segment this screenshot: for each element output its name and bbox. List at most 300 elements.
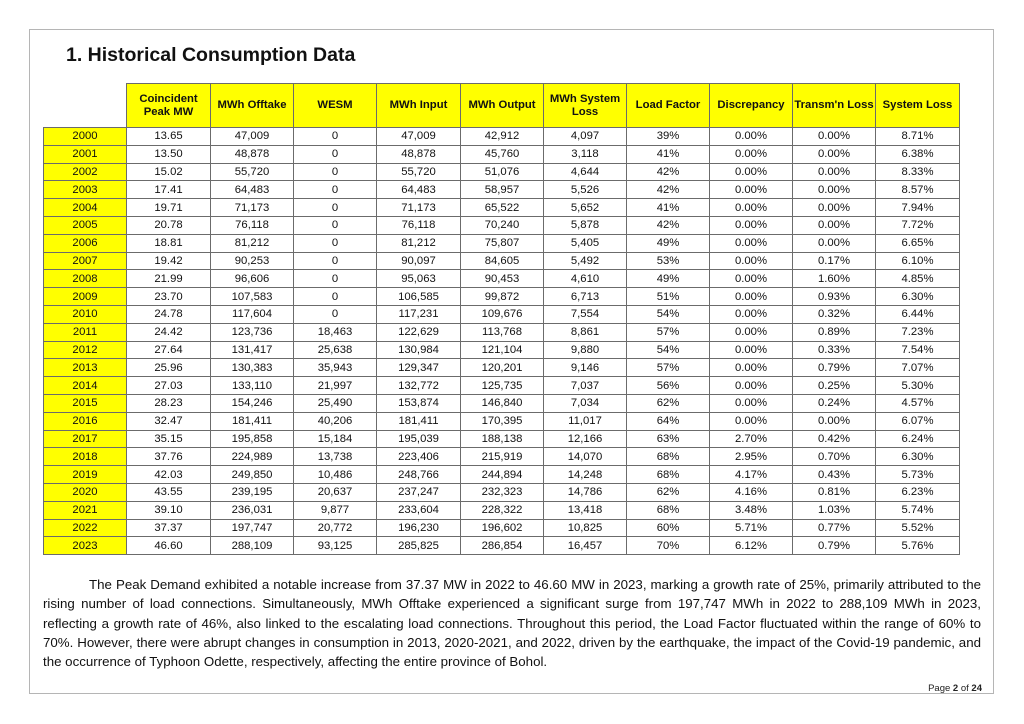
cell-coincident-peak-mw: 20.78	[127, 216, 211, 234]
cell-wesm: 21,997	[294, 377, 377, 395]
header-cell-mwh-offtake: MWh Offtake	[211, 84, 294, 128]
cell-coincident-peak-mw: 27.03	[127, 377, 211, 395]
cell-load-factor: 56%	[627, 377, 710, 395]
cell-load-factor: 41%	[627, 199, 710, 217]
cell-discrepancy: 0.00%	[710, 288, 793, 306]
cell-coincident-peak-mw: 23.70	[127, 288, 211, 306]
cell-coincident-peak-mw: 32.47	[127, 412, 211, 430]
cell-wesm: 0	[294, 163, 377, 181]
cell-mwh-system-loss: 4,610	[544, 270, 627, 288]
table-header-row	[44, 84, 960, 128]
cell-mwh-output: 99,872	[461, 288, 544, 306]
cell-system-loss: 6.38%	[876, 145, 960, 163]
cell-transmission-loss: 1.60%	[793, 270, 876, 288]
table-row	[44, 341, 960, 359]
cell-mwh-input: 48,878	[377, 145, 461, 163]
cell-year: 2013	[44, 359, 127, 377]
cell-mwh-offtake: 117,604	[211, 305, 294, 323]
cell-discrepancy: 2.70%	[710, 430, 793, 448]
cell-coincident-peak-mw: 39.10	[127, 501, 211, 519]
table-row	[44, 288, 960, 306]
header-cell-load-factor: Load Factor	[627, 84, 710, 128]
header-cell-mwh-input: MWh Input	[377, 84, 461, 128]
cell-wesm: 35,943	[294, 359, 377, 377]
cell-system-loss: 8.71%	[876, 128, 960, 146]
cell-coincident-peak-mw: 43.55	[127, 483, 211, 501]
cell-mwh-output: 121,104	[461, 341, 544, 359]
cell-mwh-offtake: 90,253	[211, 252, 294, 270]
cell-year: 2003	[44, 181, 127, 199]
cell-system-loss: 6.24%	[876, 430, 960, 448]
cell-load-factor: 49%	[627, 270, 710, 288]
cell-system-loss: 5.30%	[876, 377, 960, 395]
table-row	[44, 128, 960, 146]
cell-mwh-offtake: 55,720	[211, 163, 294, 181]
cell-mwh-system-loss: 4,097	[544, 128, 627, 146]
cell-transmission-loss: 0.33%	[793, 341, 876, 359]
cell-load-factor: 57%	[627, 323, 710, 341]
cell-load-factor: 42%	[627, 163, 710, 181]
section-title: 1. Historical Consumption Data	[66, 44, 356, 66]
cell-discrepancy: 3.48%	[710, 501, 793, 519]
cell-mwh-input: 130,984	[377, 341, 461, 359]
cell-system-loss: 5.73%	[876, 466, 960, 484]
cell-load-factor: 41%	[627, 145, 710, 163]
cell-transmission-loss: 0.32%	[793, 305, 876, 323]
cell-system-loss: 6.23%	[876, 483, 960, 501]
cell-mwh-system-loss: 8,861	[544, 323, 627, 341]
cell-transmission-loss: 0.89%	[793, 323, 876, 341]
cell-transmission-loss: 0.00%	[793, 216, 876, 234]
cell-wesm: 0	[294, 199, 377, 217]
cell-mwh-input: 81,212	[377, 234, 461, 252]
cell-year: 2001	[44, 145, 127, 163]
cell-wesm: 0	[294, 145, 377, 163]
cell-load-factor: 64%	[627, 412, 710, 430]
header-cell-year	[44, 84, 127, 128]
cell-mwh-system-loss: 16,457	[544, 537, 627, 555]
header-cell-wesm: WESM	[294, 84, 377, 128]
cell-year: 2023	[44, 537, 127, 555]
cell-year: 2007	[44, 252, 127, 270]
cell-mwh-offtake: 288,109	[211, 537, 294, 555]
cell-coincident-peak-mw: 18.81	[127, 234, 211, 252]
cell-transmission-loss: 0.42%	[793, 430, 876, 448]
cell-mwh-system-loss: 4,644	[544, 163, 627, 181]
page-label: Page	[928, 683, 951, 694]
cell-coincident-peak-mw: 24.42	[127, 323, 211, 341]
table-row	[44, 181, 960, 199]
cell-wesm: 0	[294, 128, 377, 146]
cell-transmission-loss: 0.00%	[793, 145, 876, 163]
table-row	[44, 163, 960, 181]
cell-system-loss: 4.85%	[876, 270, 960, 288]
cell-transmission-loss: 0.17%	[793, 252, 876, 270]
cell-wesm: 0	[294, 234, 377, 252]
cell-mwh-input: 90,097	[377, 252, 461, 270]
cell-transmission-loss: 0.00%	[793, 412, 876, 430]
cell-mwh-offtake: 154,246	[211, 394, 294, 412]
cell-load-factor: 68%	[627, 466, 710, 484]
cell-coincident-peak-mw: 13.50	[127, 145, 211, 163]
cell-coincident-peak-mw: 13.65	[127, 128, 211, 146]
table-row	[44, 270, 960, 288]
cell-mwh-output: 146,840	[461, 394, 544, 412]
table-row	[44, 305, 960, 323]
cell-mwh-output: 215,919	[461, 448, 544, 466]
cell-transmission-loss: 0.81%	[793, 483, 876, 501]
cell-wesm: 0	[294, 252, 377, 270]
table-row	[44, 519, 960, 537]
header-cell-coincident-peak-mw: Coincident Peak MW	[127, 84, 211, 128]
cell-year: 2019	[44, 466, 127, 484]
page-number	[928, 683, 982, 694]
cell-mwh-system-loss: 3,118	[544, 145, 627, 163]
cell-load-factor: 63%	[627, 430, 710, 448]
cell-discrepancy: 0.00%	[710, 216, 793, 234]
cell-transmission-loss: 0.00%	[793, 234, 876, 252]
cell-mwh-offtake: 181,411	[211, 412, 294, 430]
cell-system-loss: 6.30%	[876, 288, 960, 306]
cell-year: 2017	[44, 430, 127, 448]
cell-discrepancy: 0.00%	[710, 234, 793, 252]
cell-load-factor: 62%	[627, 394, 710, 412]
cell-mwh-system-loss: 14,248	[544, 466, 627, 484]
cell-mwh-input: 106,585	[377, 288, 461, 306]
cell-year: 2021	[44, 501, 127, 519]
cell-discrepancy: 0.00%	[710, 359, 793, 377]
cell-transmission-loss: 0.25%	[793, 377, 876, 395]
cell-coincident-peak-mw: 28.23	[127, 394, 211, 412]
cell-mwh-system-loss: 7,034	[544, 394, 627, 412]
cell-discrepancy: 6.12%	[710, 537, 793, 555]
cell-system-loss: 6.65%	[876, 234, 960, 252]
cell-mwh-system-loss: 7,037	[544, 377, 627, 395]
table-row	[44, 537, 960, 555]
cell-mwh-input: 55,720	[377, 163, 461, 181]
table-row	[44, 199, 960, 217]
cell-system-loss: 8.33%	[876, 163, 960, 181]
cell-discrepancy: 0.00%	[710, 341, 793, 359]
cell-system-loss: 4.57%	[876, 394, 960, 412]
cell-coincident-peak-mw: 17.41	[127, 181, 211, 199]
cell-mwh-offtake: 107,583	[211, 288, 294, 306]
cell-mwh-input: 223,406	[377, 448, 461, 466]
cell-year: 2012	[44, 341, 127, 359]
cell-mwh-system-loss: 7,554	[544, 305, 627, 323]
cell-wesm: 25,638	[294, 341, 377, 359]
cell-system-loss: 5.74%	[876, 501, 960, 519]
table-row	[44, 234, 960, 252]
cell-mwh-input: 117,231	[377, 305, 461, 323]
cell-mwh-output: 244,894	[461, 466, 544, 484]
cell-coincident-peak-mw: 35.15	[127, 430, 211, 448]
cell-mwh-offtake: 48,878	[211, 145, 294, 163]
cell-discrepancy: 0.00%	[710, 199, 793, 217]
header-cell-mwh-system-loss: MWh System Loss	[544, 84, 627, 128]
cell-coincident-peak-mw: 25.96	[127, 359, 211, 377]
cell-load-factor: 70%	[627, 537, 710, 555]
cell-mwh-system-loss: 5,526	[544, 181, 627, 199]
cell-wesm: 15,184	[294, 430, 377, 448]
cell-mwh-system-loss: 5,405	[544, 234, 627, 252]
cell-system-loss: 6.10%	[876, 252, 960, 270]
cell-wesm: 40,206	[294, 412, 377, 430]
table-row	[44, 501, 960, 519]
cell-mwh-input: 153,874	[377, 394, 461, 412]
cell-mwh-input: 285,825	[377, 537, 461, 555]
cell-mwh-output: 196,602	[461, 519, 544, 537]
cell-wesm: 9,877	[294, 501, 377, 519]
cell-transmission-loss: 0.00%	[793, 181, 876, 199]
cell-mwh-output: 188,138	[461, 430, 544, 448]
cell-load-factor: 60%	[627, 519, 710, 537]
cell-coincident-peak-mw: 27.64	[127, 341, 211, 359]
cell-mwh-offtake: 64,483	[211, 181, 294, 199]
cell-year: 2004	[44, 199, 127, 217]
cell-coincident-peak-mw: 19.42	[127, 252, 211, 270]
cell-year: 2000	[44, 128, 127, 146]
table-row	[44, 216, 960, 234]
cell-wesm: 0	[294, 288, 377, 306]
cell-discrepancy: 4.17%	[710, 466, 793, 484]
cell-mwh-input: 195,039	[377, 430, 461, 448]
cell-load-factor: 49%	[627, 234, 710, 252]
historical-consumption-table	[43, 83, 960, 555]
cell-year: 2018	[44, 448, 127, 466]
cell-year: 2002	[44, 163, 127, 181]
cell-mwh-offtake: 71,173	[211, 199, 294, 217]
cell-mwh-offtake: 239,195	[211, 483, 294, 501]
cell-load-factor: 57%	[627, 359, 710, 377]
cell-mwh-output: 42,912	[461, 128, 544, 146]
cell-discrepancy: 0.00%	[710, 145, 793, 163]
cell-coincident-peak-mw: 21.99	[127, 270, 211, 288]
table-body	[44, 128, 960, 555]
cell-mwh-output: 125,735	[461, 377, 544, 395]
cell-year: 2011	[44, 323, 127, 341]
cell-system-loss: 6.44%	[876, 305, 960, 323]
cell-discrepancy: 0.00%	[710, 323, 793, 341]
cell-system-loss: 5.76%	[876, 537, 960, 555]
cell-year: 2008	[44, 270, 127, 288]
cell-wesm: 0	[294, 270, 377, 288]
cell-system-loss: 7.94%	[876, 199, 960, 217]
cell-system-loss: 7.07%	[876, 359, 960, 377]
cell-mwh-system-loss: 5,492	[544, 252, 627, 270]
table-row	[44, 252, 960, 270]
cell-coincident-peak-mw: 46.60	[127, 537, 211, 555]
cell-mwh-input: 47,009	[377, 128, 461, 146]
page-total: 24	[971, 683, 982, 694]
cell-transmission-loss: 0.70%	[793, 448, 876, 466]
cell-wesm: 13,738	[294, 448, 377, 466]
cell-mwh-output: 45,760	[461, 145, 544, 163]
cell-transmission-loss: 0.79%	[793, 537, 876, 555]
cell-mwh-input: 76,118	[377, 216, 461, 234]
cell-year: 2022	[44, 519, 127, 537]
cell-wesm: 0	[294, 216, 377, 234]
cell-transmission-loss: 0.00%	[793, 128, 876, 146]
cell-year: 2016	[44, 412, 127, 430]
cell-load-factor: 62%	[627, 483, 710, 501]
of-label: of	[960, 683, 969, 694]
cell-load-factor: 54%	[627, 305, 710, 323]
cell-transmission-loss: 0.93%	[793, 288, 876, 306]
cell-year: 2006	[44, 234, 127, 252]
table-row	[44, 430, 960, 448]
cell-load-factor: 68%	[627, 448, 710, 466]
cell-year: 2020	[44, 483, 127, 501]
table-row	[44, 394, 960, 412]
cell-load-factor: 51%	[627, 288, 710, 306]
cell-load-factor: 54%	[627, 341, 710, 359]
header-cell-transmission-loss: Transm'n Loss	[793, 84, 876, 128]
cell-transmission-loss: 0.43%	[793, 466, 876, 484]
cell-discrepancy: 0.00%	[710, 181, 793, 199]
table-row	[44, 145, 960, 163]
cell-year: 2014	[44, 377, 127, 395]
cell-mwh-system-loss: 13,418	[544, 501, 627, 519]
cell-transmission-loss: 0.79%	[793, 359, 876, 377]
cell-discrepancy: 0.00%	[710, 412, 793, 430]
cell-transmission-loss: 0.77%	[793, 519, 876, 537]
cell-mwh-system-loss: 5,652	[544, 199, 627, 217]
table-row	[44, 359, 960, 377]
cell-wesm: 20,772	[294, 519, 377, 537]
header-cell-mwh-output: MWh Output	[461, 84, 544, 128]
cell-transmission-loss: 0.00%	[793, 199, 876, 217]
cell-mwh-offtake: 76,118	[211, 216, 294, 234]
cell-coincident-peak-mw: 19.71	[127, 199, 211, 217]
table-row	[44, 412, 960, 430]
cell-year: 2005	[44, 216, 127, 234]
cell-year: 2015	[44, 394, 127, 412]
cell-mwh-output: 286,854	[461, 537, 544, 555]
cell-mwh-input: 233,604	[377, 501, 461, 519]
cell-mwh-system-loss: 10,825	[544, 519, 627, 537]
cell-system-loss: 6.30%	[876, 448, 960, 466]
cell-mwh-input: 248,766	[377, 466, 461, 484]
cell-wesm: 18,463	[294, 323, 377, 341]
cell-year: 2010	[44, 305, 127, 323]
cell-mwh-output: 113,768	[461, 323, 544, 341]
cell-wesm: 0	[294, 305, 377, 323]
cell-discrepancy: 0.00%	[710, 305, 793, 323]
cell-load-factor: 53%	[627, 252, 710, 270]
cell-discrepancy: 0.00%	[710, 270, 793, 288]
cell-discrepancy: 2.95%	[710, 448, 793, 466]
cell-wesm: 20,637	[294, 483, 377, 501]
cell-transmission-loss: 0.00%	[793, 163, 876, 181]
cell-mwh-offtake: 131,417	[211, 341, 294, 359]
page-current: 2	[952, 683, 959, 694]
cell-mwh-system-loss: 5,878	[544, 216, 627, 234]
cell-mwh-output: 109,676	[461, 305, 544, 323]
cell-mwh-offtake: 224,989	[211, 448, 294, 466]
cell-mwh-system-loss: 9,880	[544, 341, 627, 359]
cell-system-loss: 7.54%	[876, 341, 960, 359]
cell-coincident-peak-mw: 24.78	[127, 305, 211, 323]
summary-paragraph: The Peak Demand exhibited a notable increase from 37.37 MW in 2022 to 46.60 MW in 2023, marking a growth rate of 25%, primarily attributed to the rising number of load connections. Simultaneously, MWh Offtake experienced a significant surge from 197,747 MWh in 2022 to 288,109 MWh in 2023, reflecting a growth rate of 46%, also linked to the escalating load connections. Throughout this period, the Load Factor fluctuated within the range of 60% to 70%. However, there were abrupt changes in consumption in 2013, 2020-2021, and 2022, driven by the earthquake, the impact of the Covid-19 pandemic, and the occurrence of Typhoon Odette, respectively, affecting the entire province of Bohol.	[43, 577, 981, 670]
cell-mwh-input: 71,173	[377, 199, 461, 217]
cell-coincident-peak-mw: 42.03	[127, 466, 211, 484]
cell-mwh-offtake: 133,110	[211, 377, 294, 395]
cell-mwh-offtake: 236,031	[211, 501, 294, 519]
cell-discrepancy: 0.00%	[710, 377, 793, 395]
cell-mwh-offtake: 81,212	[211, 234, 294, 252]
cell-mwh-input: 132,772	[377, 377, 461, 395]
cell-system-loss: 8.57%	[876, 181, 960, 199]
cell-load-factor: 39%	[627, 128, 710, 146]
cell-mwh-system-loss: 9,146	[544, 359, 627, 377]
cell-wesm: 10,486	[294, 466, 377, 484]
cell-mwh-input: 122,629	[377, 323, 461, 341]
cell-coincident-peak-mw: 15.02	[127, 163, 211, 181]
cell-mwh-output: 84,605	[461, 252, 544, 270]
cell-coincident-peak-mw: 37.37	[127, 519, 211, 537]
table-row	[44, 448, 960, 466]
cell-discrepancy: 0.00%	[710, 394, 793, 412]
cell-mwh-output: 170,395	[461, 412, 544, 430]
cell-mwh-output: 120,201	[461, 359, 544, 377]
cell-mwh-system-loss: 6,713	[544, 288, 627, 306]
header-cell-discrepancy: Discrepancy	[710, 84, 793, 128]
cell-mwh-input: 129,347	[377, 359, 461, 377]
table-row	[44, 377, 960, 395]
cell-mwh-output: 228,322	[461, 501, 544, 519]
cell-mwh-output: 232,323	[461, 483, 544, 501]
cell-mwh-output: 90,453	[461, 270, 544, 288]
table-row	[44, 466, 960, 484]
cell-mwh-offtake: 47,009	[211, 128, 294, 146]
cell-wesm: 25,490	[294, 394, 377, 412]
cell-discrepancy: 0.00%	[710, 252, 793, 270]
cell-system-loss: 5.52%	[876, 519, 960, 537]
cell-mwh-input: 64,483	[377, 181, 461, 199]
cell-transmission-loss: 0.24%	[793, 394, 876, 412]
cell-system-loss: 6.07%	[876, 412, 960, 430]
cell-wesm: 93,125	[294, 537, 377, 555]
cell-mwh-offtake: 195,858	[211, 430, 294, 448]
cell-discrepancy: 4.16%	[710, 483, 793, 501]
cell-mwh-output: 70,240	[461, 216, 544, 234]
cell-mwh-output: 75,807	[461, 234, 544, 252]
cell-mwh-offtake: 197,747	[211, 519, 294, 537]
cell-mwh-offtake: 249,850	[211, 466, 294, 484]
cell-year: 2009	[44, 288, 127, 306]
cell-load-factor: 42%	[627, 181, 710, 199]
cell-wesm: 0	[294, 181, 377, 199]
cell-mwh-offtake: 130,383	[211, 359, 294, 377]
cell-mwh-input: 196,230	[377, 519, 461, 537]
table-row	[44, 483, 960, 501]
header-cell-system-loss: System Loss	[876, 84, 960, 128]
cell-discrepancy: 0.00%	[710, 163, 793, 181]
cell-mwh-output: 65,522	[461, 199, 544, 217]
cell-load-factor: 42%	[627, 216, 710, 234]
cell-mwh-input: 181,411	[377, 412, 461, 430]
cell-mwh-system-loss: 14,786	[544, 483, 627, 501]
cell-transmission-loss: 1.03%	[793, 501, 876, 519]
cell-discrepancy: 5.71%	[710, 519, 793, 537]
cell-mwh-system-loss: 14,070	[544, 448, 627, 466]
cell-mwh-system-loss: 12,166	[544, 430, 627, 448]
cell-mwh-system-loss: 11,017	[544, 412, 627, 430]
cell-mwh-input: 95,063	[377, 270, 461, 288]
cell-load-factor: 68%	[627, 501, 710, 519]
cell-system-loss: 7.72%	[876, 216, 960, 234]
